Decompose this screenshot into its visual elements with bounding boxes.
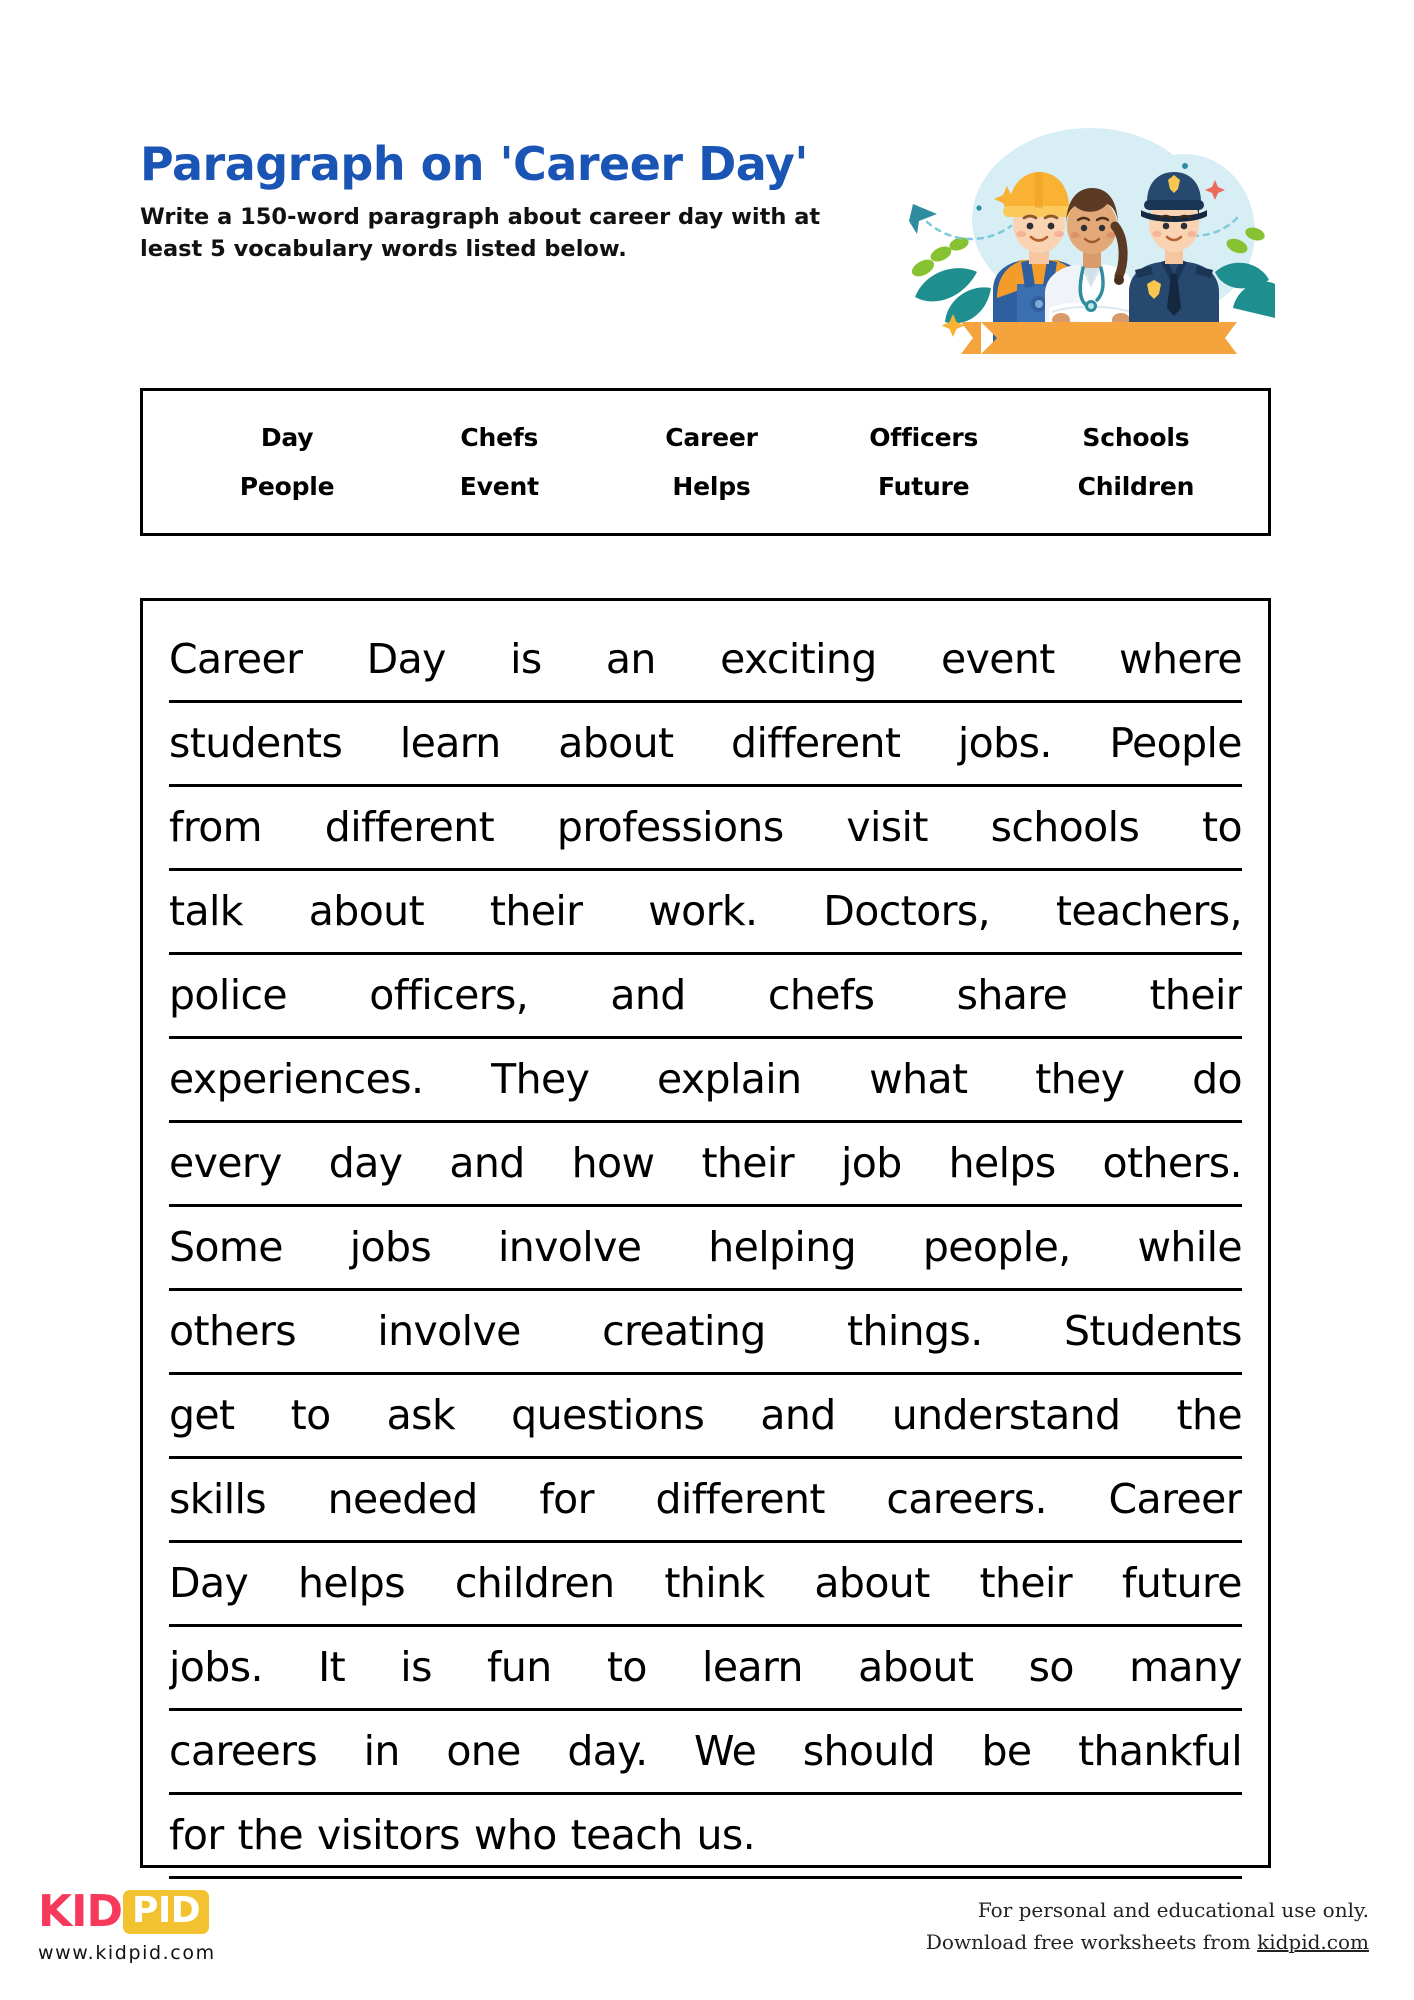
paragraph-word: different xyxy=(655,1475,825,1523)
paragraph-word: be xyxy=(981,1727,1032,1775)
paragraph-word: what xyxy=(869,1055,968,1103)
paragraph-word: about xyxy=(814,1559,930,1607)
paragraph-word: how xyxy=(571,1139,655,1187)
paragraph-word: to xyxy=(290,1391,331,1439)
vocabulary-grid xyxy=(143,391,1268,533)
paragraph-word: police xyxy=(169,971,288,1019)
paragraph-line xyxy=(169,1039,1242,1123)
paragraph-word: involve xyxy=(377,1307,521,1355)
paragraph-word: understand xyxy=(891,1391,1121,1439)
paragraph-word: Career xyxy=(169,635,303,683)
paragraph-word: is xyxy=(510,635,542,683)
paragraph-word: Day xyxy=(169,1559,249,1607)
paragraph-word: to xyxy=(1201,803,1242,851)
paragraph-word: People xyxy=(1109,719,1242,767)
paragraph-word: creating xyxy=(602,1307,766,1355)
paragraph-word: while xyxy=(1137,1223,1242,1271)
paragraph-word: jobs. xyxy=(957,719,1052,767)
paragraph-line xyxy=(169,955,1242,1039)
vocabulary-word: Day xyxy=(260,423,314,452)
paragraph-word: many xyxy=(1129,1643,1242,1691)
vocabulary-word: Career xyxy=(665,423,758,452)
paragraph-line xyxy=(169,787,1242,871)
paragraph-word: event xyxy=(941,635,1055,683)
paragraph-word: They xyxy=(491,1055,590,1103)
paragraph-word: their xyxy=(979,1559,1073,1607)
legal-download-prefix: Download free worksheets from xyxy=(925,1930,1258,1954)
paragraph-word: fun xyxy=(487,1643,552,1691)
paragraph-word: to xyxy=(606,1643,647,1691)
paragraph-word: skills xyxy=(169,1475,267,1523)
paragraph-word: about xyxy=(858,1643,974,1691)
paragraph-word: the xyxy=(237,1811,304,1859)
paragraph-word: and xyxy=(449,1139,525,1187)
paragraph-word: jobs xyxy=(349,1223,432,1271)
paragraph-line xyxy=(169,1459,1242,1543)
paragraph-word: Career xyxy=(1108,1475,1242,1523)
vocabulary-word: Helps xyxy=(672,472,751,501)
paragraph-word: explain xyxy=(656,1055,802,1103)
paragraph-word: teachers, xyxy=(1055,887,1242,935)
page-title: Paragraph on 'Career Day' xyxy=(140,137,808,191)
paragraph-word: should xyxy=(802,1727,935,1775)
paragraph-line xyxy=(169,1123,1242,1207)
vocabulary-word-bank xyxy=(140,388,1271,536)
paragraph-word: helping xyxy=(708,1223,857,1271)
paragraph-answer-box[interactable] xyxy=(140,598,1271,1868)
vocabulary-word: Chefs xyxy=(460,423,539,452)
career-professionals-illustration xyxy=(885,122,1275,354)
vocabulary-word: Officers xyxy=(869,423,979,452)
paragraph-word: think xyxy=(664,1559,765,1607)
paragraph-word: others xyxy=(169,1307,296,1355)
paragraph-line xyxy=(169,1375,1242,1459)
paragraph-line xyxy=(169,1291,1242,1375)
paragraph-word: get xyxy=(169,1391,235,1439)
paragraph-word: officers, xyxy=(369,971,529,1019)
paragraph-word: students xyxy=(169,719,343,767)
paragraph-word: others. xyxy=(1102,1139,1242,1187)
paragraph-line xyxy=(169,1711,1242,1795)
paragraph-word: from xyxy=(169,803,263,851)
paragraph-word: It xyxy=(318,1643,346,1691)
paragraph-word: teach xyxy=(570,1811,683,1859)
paragraph-word: their xyxy=(1149,971,1242,1019)
paragraph-word: involve xyxy=(497,1223,642,1271)
worksheet-header xyxy=(140,137,1275,355)
brand-block xyxy=(38,1888,216,1964)
paragraph-word: careers xyxy=(169,1727,318,1775)
paragraph-word: needed xyxy=(327,1475,478,1523)
paragraph-line xyxy=(169,1795,1242,1879)
kidpid-logo xyxy=(38,1888,216,1936)
paragraph-word: thankful xyxy=(1078,1727,1242,1775)
paragraph-word: who xyxy=(473,1811,557,1859)
paragraph-word: work. xyxy=(648,887,758,935)
paragraph-word: helps xyxy=(298,1559,405,1607)
paragraph-lines xyxy=(169,619,1242,1879)
brand-pid-badge: PID xyxy=(123,1890,209,1934)
paragraph-word: We xyxy=(694,1727,757,1775)
paragraph-word: their xyxy=(701,1139,794,1187)
paragraph-word: different xyxy=(324,803,495,851)
paragraph-word: us. xyxy=(696,1811,756,1859)
paragraph-word: careers. xyxy=(886,1475,1047,1523)
paragraph-word: Students xyxy=(1063,1307,1242,1355)
paragraph-word: in xyxy=(363,1727,400,1775)
paragraph-word: schools xyxy=(990,803,1140,851)
paragraph-word: children xyxy=(454,1559,615,1607)
paragraph-word: job xyxy=(840,1139,902,1187)
page-footer xyxy=(0,1880,1414,2000)
paragraph-word: about xyxy=(558,719,674,767)
paragraph-word: for xyxy=(539,1475,594,1523)
paragraph-word: helps xyxy=(948,1139,1056,1187)
paragraph-line xyxy=(169,1543,1242,1627)
paragraph-word: so xyxy=(1028,1643,1074,1691)
paragraph-word: learn xyxy=(702,1643,803,1691)
vocabulary-row xyxy=(181,413,1242,462)
paragraph-line xyxy=(169,619,1242,703)
paragraph-word: learn xyxy=(399,719,501,767)
paragraph-word: for xyxy=(169,1811,224,1859)
legal-notice xyxy=(926,1894,1369,1958)
legal-line-personal-use: For personal and educational use only. xyxy=(977,1898,1369,1922)
paragraph-word: questions xyxy=(511,1391,705,1439)
paragraph-word: Some xyxy=(169,1223,283,1271)
paragraph-word: their xyxy=(489,887,583,935)
paragraph-word: Doctors, xyxy=(823,887,991,935)
paragraph-word: jobs. xyxy=(169,1643,263,1691)
page-subtitle: Write a 150-word paragraph about career day with at least 5 vocabulary words listed below. xyxy=(140,204,821,263)
paragraph-word: and xyxy=(610,971,686,1019)
paragraph-word: the xyxy=(1176,1391,1242,1439)
vocabulary-word: Schools xyxy=(1082,423,1190,452)
paragraph-word: every xyxy=(169,1139,282,1187)
vocabulary-row xyxy=(181,462,1242,511)
paragraph-line xyxy=(169,703,1242,787)
paragraph-word: chefs xyxy=(767,971,875,1019)
paragraph-word: an xyxy=(605,635,656,683)
brand-website-url: www.kidpid.com xyxy=(38,1942,216,1964)
vocabulary-word: People xyxy=(239,472,335,501)
vocabulary-word: Future xyxy=(877,472,970,501)
paragraph-word: Day xyxy=(366,635,446,683)
paragraph-word: talk xyxy=(169,887,243,935)
paragraph-word: and xyxy=(760,1391,836,1439)
paragraph-word: about xyxy=(308,887,425,935)
paragraph-word: do xyxy=(1192,1055,1242,1103)
paragraph-word: day. xyxy=(567,1727,648,1775)
paragraph-word: share xyxy=(956,971,1068,1019)
paragraph-line xyxy=(169,871,1242,955)
vocabulary-word: Event xyxy=(459,472,539,501)
brand-kid-text: KID xyxy=(38,1886,122,1937)
paragraph-line xyxy=(169,1207,1242,1291)
paragraph-word: ask xyxy=(386,1391,456,1439)
paragraph-word: future xyxy=(1121,1559,1242,1607)
paragraph-word: they xyxy=(1035,1055,1125,1103)
paragraph-word: exciting xyxy=(720,635,877,683)
paragraph-word: things. xyxy=(846,1307,983,1355)
paragraph-word: people, xyxy=(922,1223,1071,1271)
header-text-block xyxy=(140,137,880,266)
paragraph-word: visit xyxy=(846,803,928,851)
paragraph-word: professions xyxy=(556,803,784,851)
paragraph-word: one xyxy=(446,1727,521,1775)
paragraph-line xyxy=(169,1627,1242,1711)
paragraph-word: visitors xyxy=(316,1811,460,1859)
legal-line-download xyxy=(926,1926,1369,1958)
paragraph-word: different xyxy=(731,719,901,767)
kidpid-link[interactable]: kidpid.com xyxy=(1257,1930,1369,1954)
paragraph-word: experiences. xyxy=(169,1055,424,1103)
paragraph-word: where xyxy=(1119,635,1242,683)
paragraph-word: is xyxy=(400,1643,432,1691)
paragraph-word: day xyxy=(328,1139,403,1187)
vocabulary-word: Children xyxy=(1077,472,1195,501)
